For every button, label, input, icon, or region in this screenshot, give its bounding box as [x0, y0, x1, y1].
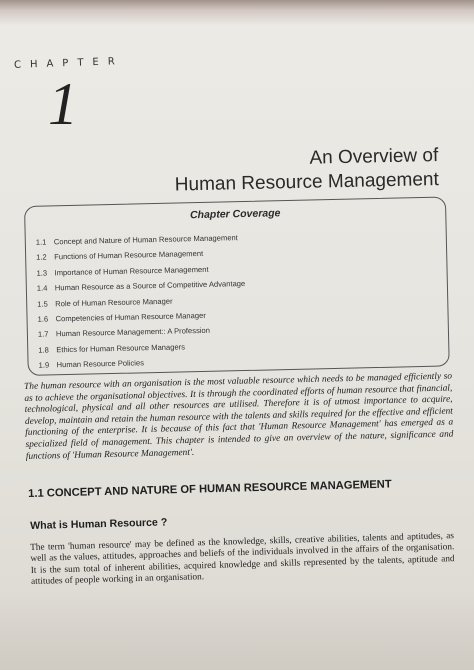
coverage-item-text: Concept and Nature of Human Resource Management: [53, 233, 238, 247]
coverage-item-number: 1.5: [37, 299, 48, 309]
chapter-title-line-2: Human Resource Management: [174, 168, 439, 196]
coverage-item-number: 1.3: [36, 268, 48, 278]
chapter-number: 1: [48, 71, 78, 137]
chapter-coverage-box: [24, 196, 450, 376]
coverage-item-text: Human Resource as a Source of Competitive Advantage: [54, 279, 246, 293]
coverage-item-number: 1.4: [36, 283, 48, 293]
page-top-edge: [0, 0, 474, 26]
coverage-item-text: Human Resource Management:: A Profession: [55, 326, 211, 339]
coverage-item-number: 1.8: [38, 345, 49, 355]
chapter-title: [174, 144, 439, 198]
coverage-item-text: Ethics for Human Resource Managers: [56, 342, 186, 355]
coverage-item: [38, 353, 247, 373]
coverage-item-text: Human Resource Policies: [56, 358, 145, 370]
section-subheading: What is Human Resource ?: [30, 516, 168, 532]
chapter-label: CHAPTER: [13, 56, 124, 71]
coverage-item-text: Functions of Human Resource Management: [54, 249, 204, 262]
coverage-item-number: 1.1: [35, 237, 47, 247]
chapter-coverage-heading: Chapter Coverage: [189, 207, 281, 222]
coverage-item-text: Importance of Human Resource Management: [54, 264, 209, 278]
chapter-title-line-1: An Overview of: [309, 144, 439, 169]
coverage-item-number: 1.2: [36, 252, 47, 263]
section-heading: 1.1 CONCEPT AND NATURE OF HUMAN RESOURCE MANAGEMENT: [28, 478, 392, 500]
coverage-item-number: 1.7: [37, 329, 49, 340]
chapter-intro-paragraph: The human resource with an organisation is the most valuable resource which needs to be managed efficiently so as to achieve the organisational objectives. It is through the coordinated efforts of human resource that financial, technological, physical and all other resources are utilised. Therefore it is of utmost importance to acquire, develop, maintain and retain the human resource with the talents and skills required for the effective and efficient functioning of the enterprise. It is because of this fact that 'Human Resource Management' has emerged as a specialized field of management. This chapter is intended to give an overview of the nature, significance and functions of 'Human Resource Management'.: [24, 371, 454, 462]
coverage-item-text: Competencies of Human Resource Manager: [55, 310, 206, 324]
coverage-item-number: 1.6: [37, 314, 49, 324]
section-body-paragraph: The term 'human resource' may be defined as the knowledge, skills, creative abilities, talents and aptitudes, as well as the values, attitudes, approaches and beliefs of the individuals involved in the affairs of the organisation. It is the sum total of inherent abilities, acquired knowledge and skills represented by the talents, aptitude and attitudes of people working in an organisation.: [30, 531, 455, 587]
page-bottom-shadow: [0, 590, 474, 670]
coverage-item-number: 1.9: [38, 360, 50, 370]
coverage-item-text: Role of Human Resource Manager: [55, 296, 173, 308]
chapter-coverage-list: [36, 230, 247, 373]
